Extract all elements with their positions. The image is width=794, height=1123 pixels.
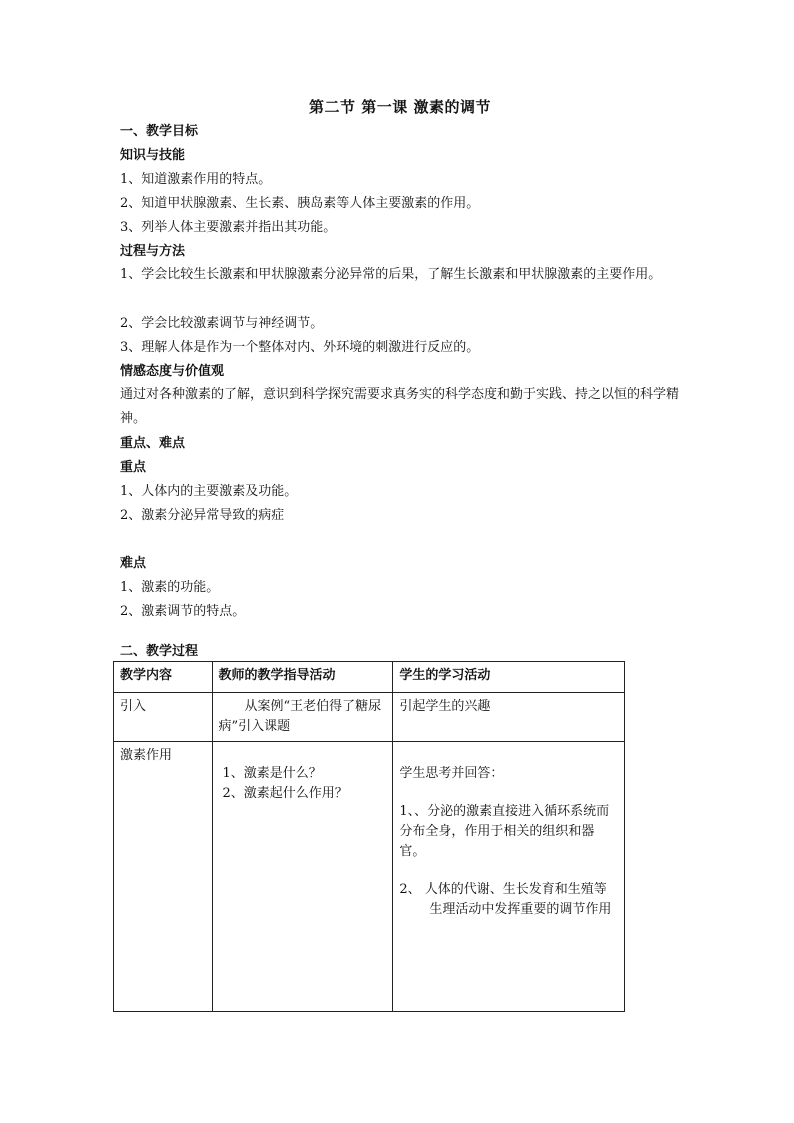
teacher-activity: 从案例“王老伯得了糖尿病”引入课题: [218, 699, 382, 734]
teacher-question: 2、激素起什么作用？: [222, 786, 348, 801]
student-answer: 1、、分泌的激素直接进入循环系统而分布全身，作用于相关的组织和器官。: [399, 804, 610, 859]
subheading-important: 重点: [120, 460, 147, 475]
attitude-text: 通过对各种激素的了解，意识到科学探究需要求真务实的科学态度和勤于实践、持之以恒的科学精神。: [120, 387, 680, 426]
subheading-keypoints: 重点、难点: [120, 436, 186, 451]
column-header: 教师的教学指导活动: [212, 662, 393, 693]
student-intro: 学生思考并回答：: [399, 766, 504, 781]
table-header-row: [114, 662, 625, 693]
list-item: 1、人体内的主要激素及功能。: [120, 484, 298, 499]
table-cell: 激素作用: [114, 742, 213, 1012]
page-title: 第二节 第一课 激素的调节: [309, 98, 491, 116]
list-item: 2、激素分泌异常导致的病症: [120, 508, 285, 523]
list-item: 1、激素的功能。: [120, 580, 220, 595]
list-item: 3、列举人体主要激素并指出其功能。: [120, 220, 337, 235]
list-item: 1、学会比较生长激素和甲状腺激素分泌异常的后果，了解生长激素和甲状腺激素的主要作用。: [120, 267, 662, 282]
column-header: 学生的学习活动: [393, 662, 625, 693]
list-item: 2、知道甲状腺激素、生长素、胰岛素等人体主要激素的作用。: [120, 196, 480, 211]
table-row: [114, 742, 625, 1012]
list-item: 2、学会比较激素调节与神经调节。: [120, 316, 324, 331]
table-cell: [393, 742, 625, 1012]
list-item: 1、知道激素作用的特点。: [120, 172, 272, 187]
column-header: 教学内容: [114, 662, 213, 693]
table-cell: [212, 742, 393, 1012]
table-cell: 引入: [114, 693, 213, 742]
section-heading-process: 二、教学过程: [120, 644, 199, 659]
teaching-process-table: [113, 661, 625, 1012]
subheading-process: 过程与方法: [120, 244, 186, 259]
subheading-attitude: 情感态度与价值观: [120, 364, 225, 379]
list-item: 3、理解人体是作为一个整体对内、外环境的刺激进行反应的。: [120, 340, 480, 355]
subheading-difficult: 难点: [120, 556, 147, 571]
subheading-knowledge: 知识与技能: [120, 148, 186, 163]
table-row: [114, 693, 625, 742]
teacher-question: 1、激素是什么？: [222, 766, 322, 781]
table-cell: [212, 693, 393, 742]
list-item: 2、激素调节的特点。: [120, 604, 246, 619]
table-cell: 引起学生的兴趣: [393, 693, 625, 742]
student-answer: 2、 人体的代谢、生长发育和生殖等生理活动中发挥重要的调节作用: [399, 882, 612, 917]
section-heading-objectives: 一、教学目标: [120, 124, 199, 139]
